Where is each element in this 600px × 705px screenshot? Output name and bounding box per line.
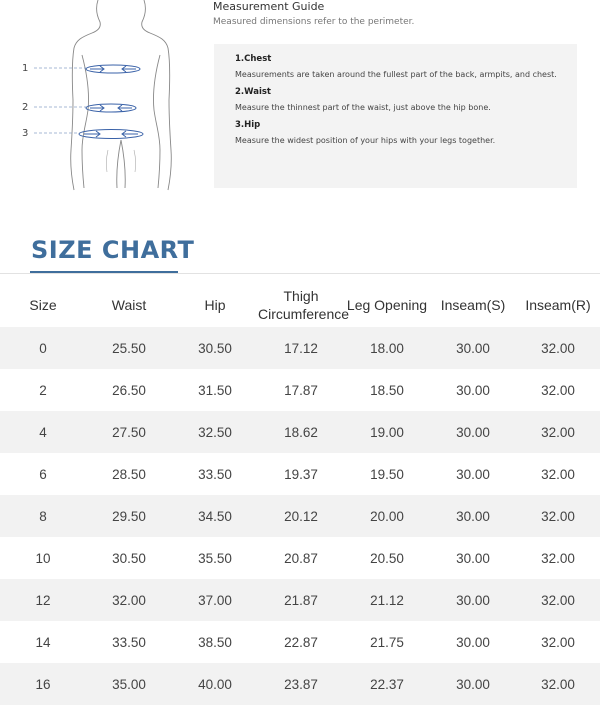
header-size: Size [29, 296, 57, 313]
table-cell: 32.00 [541, 634, 575, 650]
guide-item-waist [235, 87, 565, 113]
table-cell: 16 [35, 676, 51, 692]
table-row [0, 411, 600, 453]
table-cell: 34.50 [198, 508, 232, 524]
table-cell: 32.00 [541, 466, 575, 482]
guide-item-chest [235, 54, 565, 80]
table-cell: 30.00 [456, 634, 490, 650]
guide-item-heading: 3.Hip [235, 120, 261, 130]
table-cell: 0 [39, 340, 47, 356]
guide-item-text: Measure the widest position of your hips with your legs together. [235, 136, 496, 145]
header-leg-opening: Leg Opening [346, 296, 428, 313]
table-cell: 32.00 [112, 592, 146, 608]
table-cell: 18.50 [370, 382, 404, 398]
table-cell: 30.50 [112, 550, 146, 566]
table-row [0, 621, 600, 663]
table-header-row [0, 282, 600, 327]
table-cell: 14 [35, 634, 51, 650]
table-cell: 30.00 [456, 466, 490, 482]
table-cell: 33.50 [198, 466, 232, 482]
table-cell: 26.50 [112, 382, 146, 398]
table-cell: 33.50 [112, 634, 146, 650]
size-table [0, 282, 600, 705]
table-cell: 19.00 [370, 424, 404, 440]
divider [0, 273, 600, 274]
guide-item-heading: 2.Waist [235, 87, 271, 97]
table-cell: 32.00 [541, 424, 575, 440]
table-cell: 30.00 [456, 508, 490, 524]
header-hip: Hip [204, 296, 226, 313]
header-inseam-r: Inseam(R) [525, 296, 591, 313]
guide-item-hip [235, 120, 565, 146]
table-cell: 30.00 [456, 340, 490, 356]
table-cell: 22.37 [370, 676, 404, 692]
table-cell: 32.00 [541, 508, 575, 524]
table-cell: 17.87 [284, 382, 318, 398]
table-cell: 31.50 [198, 382, 232, 398]
table-cell: 30.00 [456, 592, 490, 608]
guide-item-text: Measurements are taken around the fullest part of the back, armpits, and chest. [235, 70, 557, 79]
table-cell: 17.12 [284, 340, 318, 356]
table-cell: 32.00 [541, 382, 575, 398]
table-cell: 30.00 [456, 424, 490, 440]
table-cell: 30.50 [198, 340, 232, 356]
table-cell: 21.12 [370, 592, 404, 608]
table-cell: 20.00 [370, 508, 404, 524]
table-row [0, 369, 600, 411]
marker-2: 2 [22, 102, 29, 113]
table-cell: 6 [39, 466, 47, 482]
table-cell: 21.87 [284, 592, 318, 608]
hip-arrow-icon [84, 131, 138, 137]
table-cell: 8 [39, 508, 47, 524]
guide-item-text: Measure the thinnest part of the waist, just above the hip bone. [235, 103, 491, 112]
guide-subtitle: Measured dimensions refer to the perimeter. [213, 17, 415, 27]
table-cell: 20.87 [284, 550, 318, 566]
header-inseam-s: Inseam(S) [440, 296, 506, 313]
table-row [0, 579, 600, 621]
table-cell: 32.00 [541, 592, 575, 608]
table-row [0, 495, 600, 537]
table-cell: 32.00 [541, 340, 575, 356]
table-cell: 21.75 [370, 634, 404, 650]
table-cell: 35.00 [112, 676, 146, 692]
table-cell: 40.00 [198, 676, 232, 692]
table-cell: 32.00 [541, 550, 575, 566]
table-cell: 32.50 [198, 424, 232, 440]
table-cell: 22.87 [284, 634, 318, 650]
table-row [0, 537, 600, 579]
table-cell: 20.50 [370, 550, 404, 566]
header-thigh: Thigh Circumference [258, 287, 350, 322]
table-cell: 27.50 [112, 424, 146, 440]
table-cell: 30.00 [456, 382, 490, 398]
table-cell: 12 [35, 592, 51, 608]
table-cell: 18.00 [370, 340, 404, 356]
waist-arrow-icon [90, 105, 132, 111]
size-chart-title: SIZE CHART [31, 236, 195, 264]
marker-3: 3 [22, 128, 29, 139]
guide-item-heading: 1.Chest [235, 54, 272, 64]
table-cell: 29.50 [112, 508, 146, 524]
table-cell: 38.50 [198, 634, 232, 650]
guide-title: Measurement Guide [213, 0, 325, 13]
header-waist: Waist [111, 296, 147, 313]
table-cell: 20.12 [284, 508, 318, 524]
guide-box [214, 44, 577, 188]
table-cell: 30.00 [456, 550, 490, 566]
table-cell: 32.00 [541, 676, 575, 692]
table-cell: 2 [39, 382, 47, 398]
table-cell: 35.50 [198, 550, 232, 566]
table-cell: 4 [39, 424, 47, 440]
table-cell: 19.37 [284, 466, 318, 482]
body-figure-illustration [0, 0, 210, 195]
marker-1: 1 [22, 63, 29, 74]
table-cell: 25.50 [112, 340, 146, 356]
table-cell: 23.87 [284, 676, 318, 692]
table-row [0, 663, 600, 705]
table-row [0, 453, 600, 495]
table-cell: 37.00 [198, 592, 232, 608]
table-cell: 30.00 [456, 676, 490, 692]
table-row [0, 327, 600, 369]
table-cell: 28.50 [112, 466, 146, 482]
table-cell: 18.62 [284, 424, 318, 440]
body-outline [71, 0, 172, 190]
chest-arrow-icon [90, 66, 136, 72]
table-cell: 10 [35, 550, 51, 566]
table-cell: 19.50 [370, 466, 404, 482]
